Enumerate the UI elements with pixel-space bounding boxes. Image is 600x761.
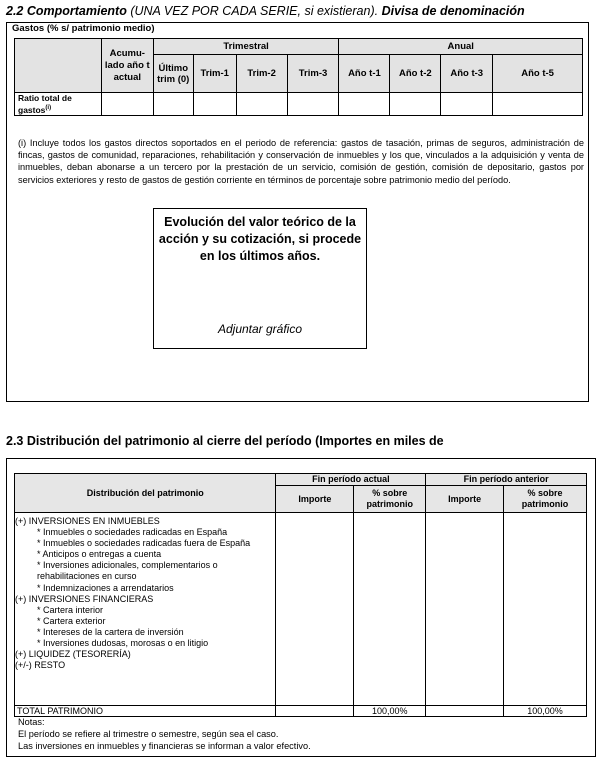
section-2-2-divisa: Divisa de denominación [381, 4, 525, 18]
col-distribucion: Distribución del patrimonio [15, 474, 276, 513]
col-ano-t1: Año t-1 [339, 55, 390, 93]
notes-block [18, 716, 588, 752]
chart-placeholder-title: Evolución del valor teórico de la acción y su cotización, si procede en los últimos años. [158, 215, 362, 263]
chart-placeholder-box [153, 208, 367, 349]
notes-line-1: El período se refiere al trimestre o semestre, según sea el caso. [18, 729, 279, 739]
ratio-cell[interactable] [101, 93, 153, 116]
list-item: (+/-) RESTO [15, 660, 66, 671]
list-item: (+) LIQUIDEZ (TESORERÍA) [15, 649, 131, 660]
notes-heading: Notas: [18, 717, 45, 727]
list-item: (+) INVERSIONES FINANCIERAS [15, 593, 154, 604]
group-trimestral: Trimestral [153, 39, 339, 55]
ratio-cell[interactable] [441, 93, 493, 116]
list-item: * Inmuebles o sociedades radicadas fuera de España [37, 538, 251, 549]
col-ultimo-trim: Último trim (0) [153, 55, 193, 93]
col-ano-t3: Año t-3 [441, 55, 493, 93]
gastos-footnote: (i) Incluye todos los gastos directos soportados en el periodo de referencia: gastos de tasación, primas de seguros, administración de fincas, gastos de comunidad, reparaciones, rehabilitación y conservación de inmuebles y los que, vinculados a la adquisición y venta de inmuebles, deban abonarse a un tercero por la prestación de un servicio, comisión de gestión, comisión de depositario, gastos por servicios exteriores y resto de gastos de gestión corriente en términos de porcentaje sobre patrimonio medio del período. [18, 138, 584, 185]
col-trim-1: Trim-1 [193, 55, 236, 93]
group-anual: Anual [339, 39, 583, 55]
section-2-3-heading: 2.3 Distribución del patrimonio al cierre del período (Importes en miles de [6, 434, 444, 448]
ratio-cell[interactable] [153, 93, 193, 116]
pct-actual-cell[interactable] [354, 513, 426, 706]
total-patrimonio-label: TOTAL PATRIMONIO [15, 706, 276, 717]
list-item: * Intereses de la cartera de inversión [37, 626, 184, 637]
col-acumulado: Acumu-lado año t actual [101, 39, 153, 93]
attach-chart-label: Adjuntar gráfico [217, 322, 303, 336]
ratio-cell[interactable] [193, 93, 236, 116]
gastos-header-blank [15, 39, 102, 93]
col-importe-actual: Importe [276, 486, 354, 513]
gastos-table [14, 38, 583, 116]
distribucion-items [15, 513, 276, 706]
col-pct-anterior: % sobre patrimonio [504, 486, 587, 513]
pct-anterior-cell[interactable] [504, 513, 587, 706]
ratio-cell[interactable] [493, 93, 583, 116]
list-item: * Inversiones dudosas, morosas o en litigio [37, 638, 209, 649]
importe-anterior-cell[interactable] [426, 513, 504, 706]
col-trim-3: Trim-3 [287, 55, 339, 93]
section-2-2-title: 2.2 Comportamiento [6, 4, 127, 18]
ratio-total-sup: (i) [45, 105, 52, 111]
col-ano-t5: Año t-5 [493, 55, 583, 93]
gastos-title: Gastos (% s/ patrimonio medio) [12, 23, 155, 34]
ratio-total-label [15, 93, 102, 116]
total-importe-anterior[interactable] [426, 706, 504, 717]
notes-line-2: Las inversiones en inmuebles y financieras se informan a valor efectivo. [18, 741, 311, 751]
ratio-cell[interactable] [339, 93, 390, 116]
total-pct-anterior: 100,00% [504, 706, 587, 717]
list-item: * Cartera interior [37, 604, 104, 615]
list-item: (+) INVERSIONES EN INMUEBLES [15, 516, 160, 526]
list-item: * Anticipos o entregas a cuenta [37, 549, 162, 560]
ratio-cell[interactable] [390, 93, 441, 116]
list-item: * Cartera exterior [37, 615, 106, 626]
ratio-cell[interactable] [236, 93, 287, 116]
col-pct-actual: % sobre patrimonio [354, 486, 426, 513]
col-importe-anterior: Importe [426, 486, 504, 513]
ratio-cell[interactable] [287, 93, 339, 116]
group-fin-actual: Fin período actual [276, 474, 426, 486]
group-fin-anterior: Fin período anterior [426, 474, 587, 486]
list-item: * Inversiones adicionales, complementarios o rehabilitaciones en curso [37, 560, 218, 582]
col-trim-2: Trim-2 [236, 55, 287, 93]
distribucion-table [14, 473, 587, 717]
ratio-total-text: Ratio total de gastos [18, 93, 72, 115]
importe-actual-cell[interactable] [276, 513, 354, 706]
list-item: * Indemnizaciones a arrendatarios [37, 582, 174, 593]
total-importe-actual[interactable] [276, 706, 354, 717]
list-item: * Inmuebles o sociedades radicadas en España [37, 527, 228, 538]
total-pct-actual: 100,00% [354, 706, 426, 717]
section-2-2-heading [6, 4, 598, 18]
col-ano-t2: Año t-2 [390, 55, 441, 93]
section-2-2-paren: (UNA VEZ POR CADA SERIE, si existieran). [130, 4, 379, 18]
